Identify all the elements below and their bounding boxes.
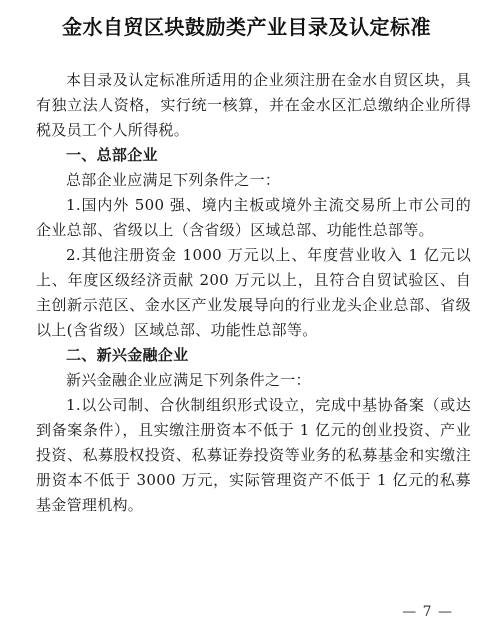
condition-item: 1.以公司制、合伙制组织形式设立，完成中基协备案（或达到备案条件），且实缴注册资本不低于 1 亿元的创业投资、产业投资、私募股权投资、私募证券投资等业务的私募基金和实缴注册资本不低于 3000 万元，实际管理资产不低于 1 亿元的私募基金管理机构。 [36, 396, 471, 514]
condition-item: 1.国内外 500 强、境内主板或境外主流交易所上市公司的企业总部、省级以上（含省级）区域总部、功能性总部等。 [36, 196, 471, 239]
document-body [36, 68, 471, 518]
intro-paragraph: 本目录及认定标准所适用的企业须注册在金水自贸区块，具有独立法人资格，实行统一核算，并在金水区汇总缴纳企业所得税及员工个人所得税。 [36, 71, 471, 139]
section-lead-headquarters: 总部企业应满足下列条件之一： [66, 171, 281, 189]
section-lead-finance: 新兴金融企业应满足下列条件之一： [66, 371, 311, 389]
section-heading-headquarters: 一、总部企业 [66, 146, 158, 164]
section-heading-finance: 二、新兴金融企业 [66, 346, 189, 364]
page-number: — 7 — [402, 604, 453, 620]
document-title: 金水自贸区块鼓励类产业目录及认定标准 [62, 15, 431, 39]
condition-item: 2.其他注册资金 1000 万元以上、年度营业收入 1 亿元以上、年度区级经济贡献 200 万元以上，且符合自贸试验区、自主创新示范区、金水区产业发展导向的行业龙头企业总部、省级以上(含省级）区域总部、功能性总部等。 [36, 246, 471, 339]
